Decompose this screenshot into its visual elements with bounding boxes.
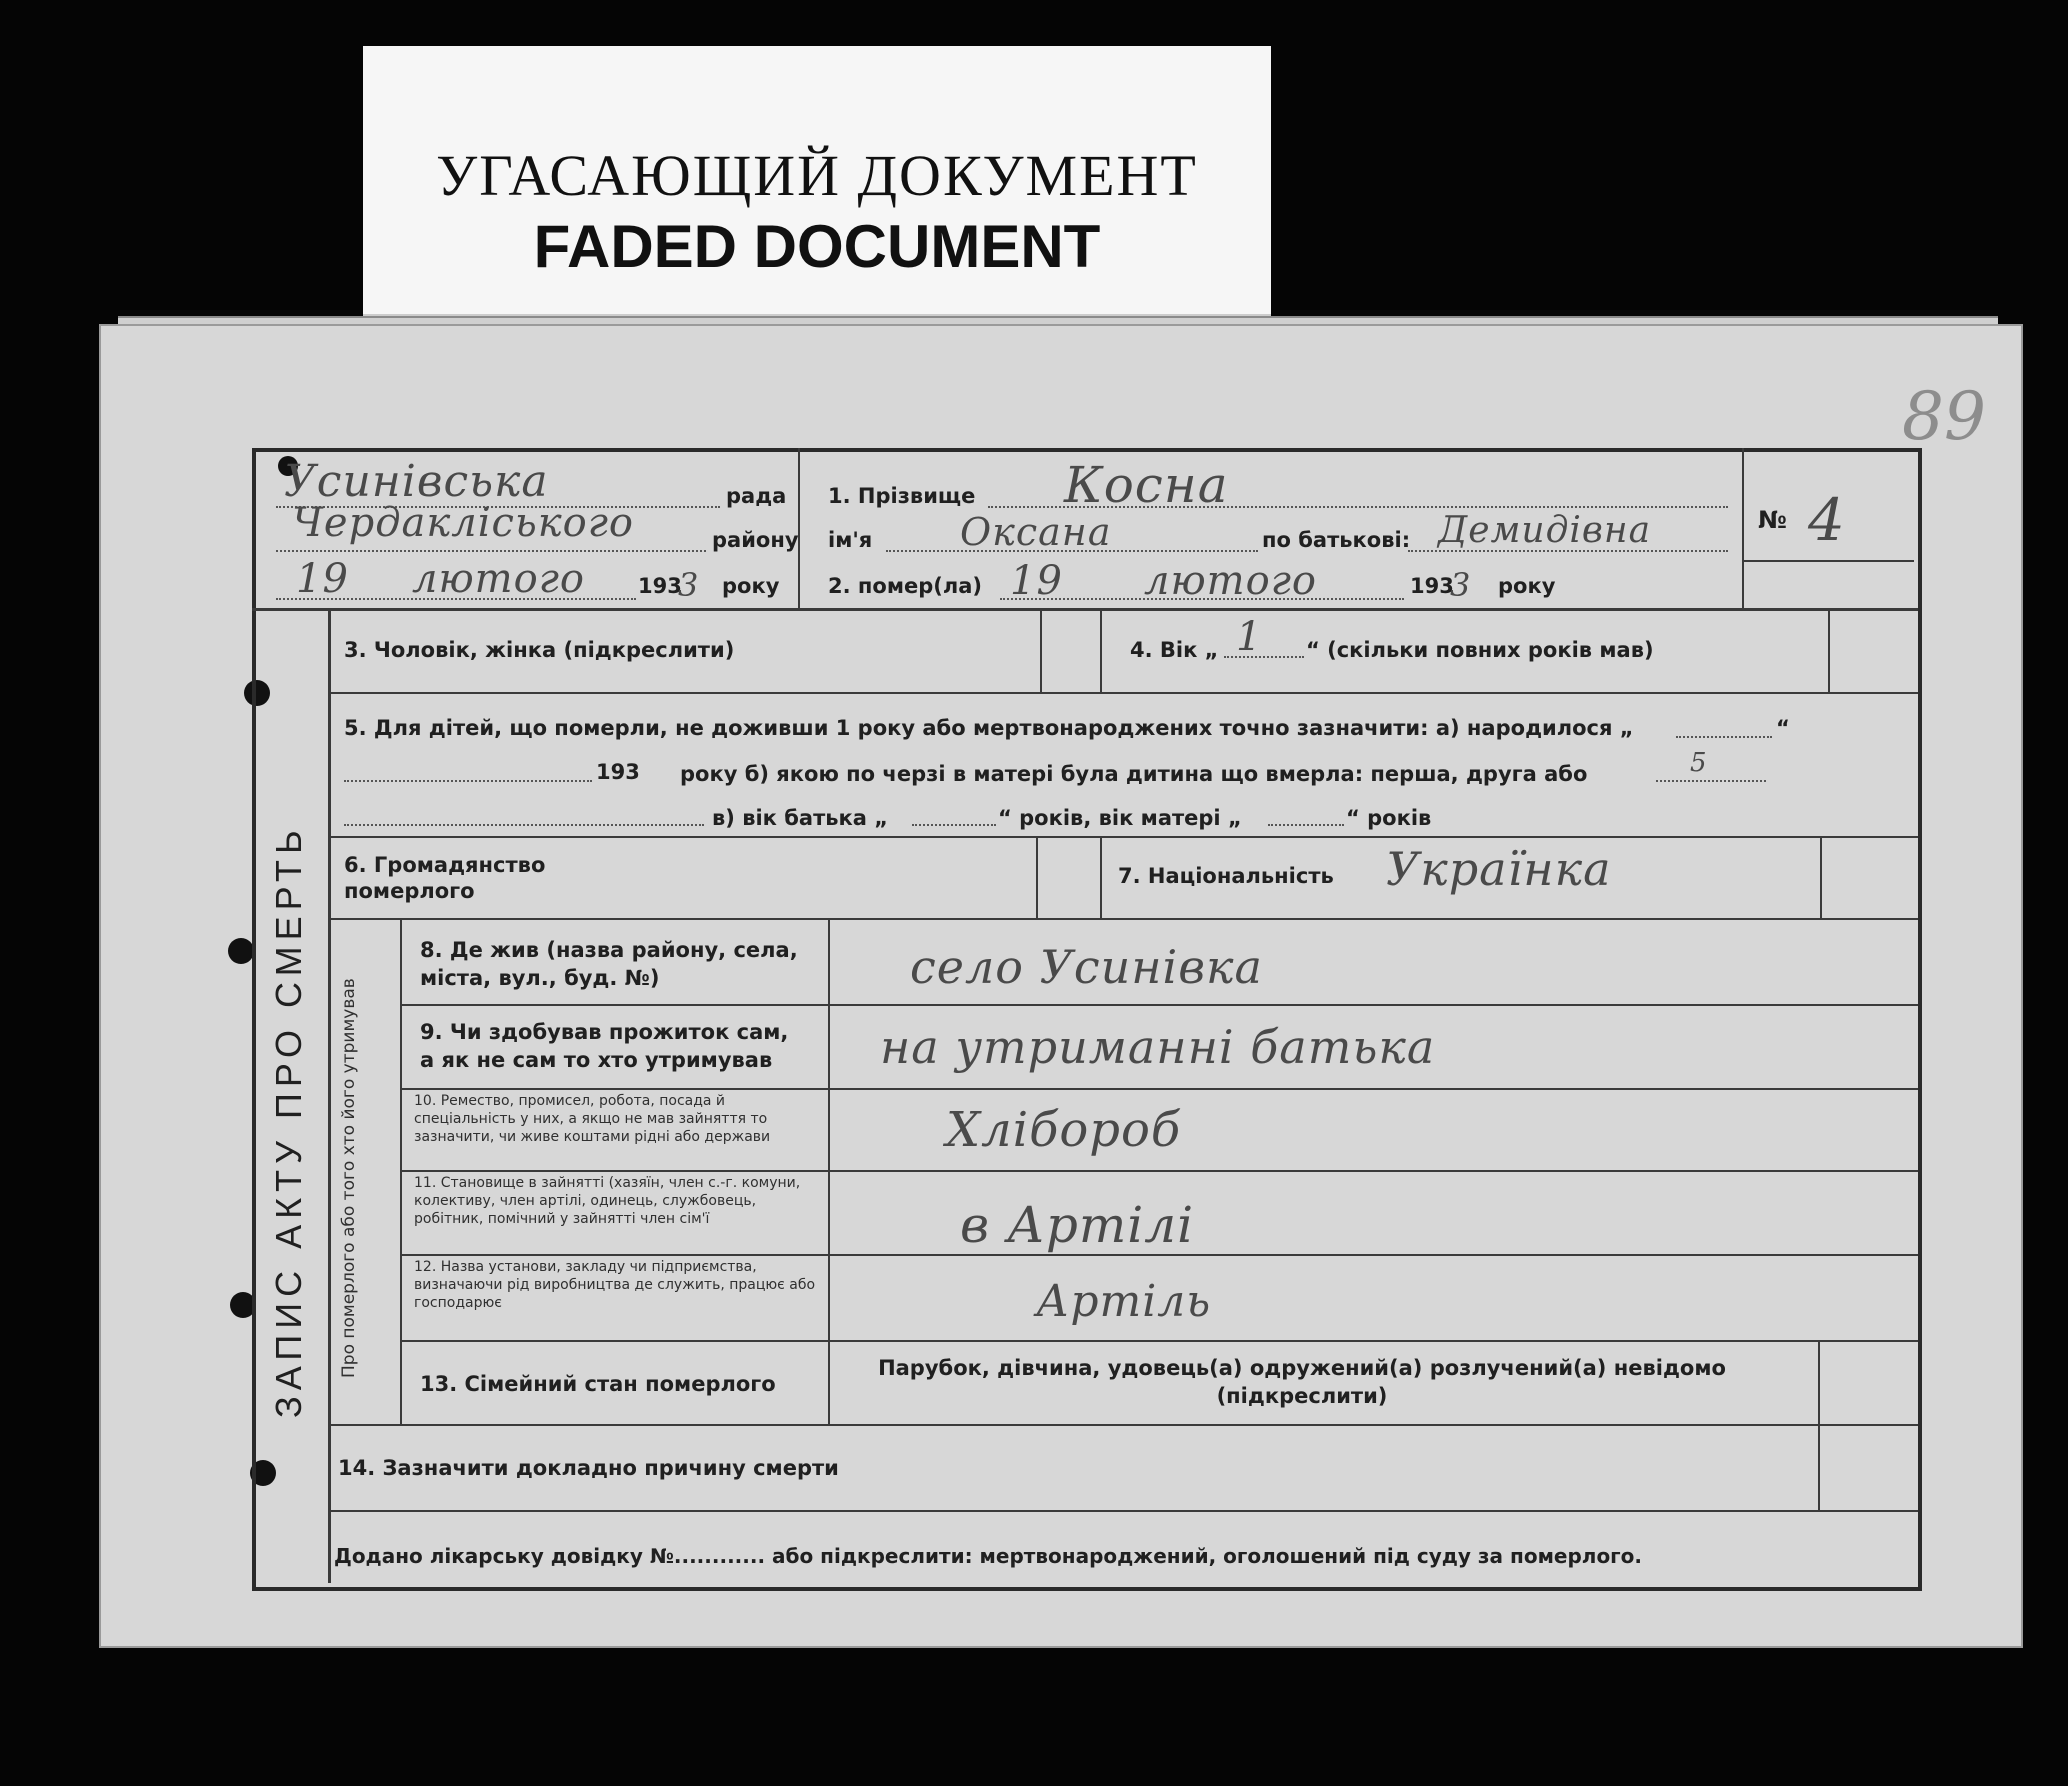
age-note: “ (скільки повних років мав) [1306,638,1654,662]
age-handwritten: 1 [1236,614,1263,660]
year-handwritten: 3 [678,566,700,604]
parents-age-label: в) вік батька „ [712,806,889,830]
dotted-line [344,780,592,782]
cause-of-death-label: 14. Зазначити докладно причину смерти [338,1456,839,1480]
divider [328,918,1918,920]
divider [1820,836,1822,920]
died-label: 2. помер(ла) [828,574,983,598]
died-day-handwritten: 19 [1010,558,1063,604]
date-month-handwritten: лютого [412,556,585,602]
name-label: ім'я [828,528,873,552]
marital-status-label: 13. Сімейний стан померлого [420,1372,776,1396]
divider [1818,1340,1820,1510]
council-handwritten: Усинівська [284,456,549,507]
divider [1040,608,1042,692]
employment-status-label: 11. Становище в зайнятті (хазяїн, член с.-г. комуни, колективу, член артілі, одинець, службовець, робітник, помічний у зайнятті член сім'ї [414,1175,801,1227]
child-order-label: року б) якою по черзі в матері була дитина що вмерла: перша, друга або [680,762,1588,786]
dotted-line [276,598,636,600]
dotted-line [1224,656,1304,658]
died-year-prefix: 193 [1410,574,1454,598]
livelihood-label: 9. Чи здобував прожиток сам, а як не сам то хто утримував [420,1020,789,1072]
livelihood-handwritten: на утриманні батька [880,1020,1436,1074]
slip-text-en: FADED DOCUMENT [533,213,1101,280]
parents-age-mid: “ років, вік матері „ [998,806,1242,830]
punch-hole [228,938,254,964]
residence-label: 8. Де жив (назва району, села, міста, вул., буд. №) [420,938,798,990]
occupation-label: 10. Ремество, промисел, робота, посада й спеціальність у них, а якщо не мав зайняття то зазначити, чи живе коштами рідні або держави [414,1093,771,1145]
age-label: 4. Вік „ [1130,638,1219,662]
died-year-handwritten: 3 [1450,566,1472,604]
nationality-handwritten: Українка [1386,842,1612,896]
council-label: рада [726,484,787,508]
divider [400,1170,1918,1172]
divider [328,1510,1918,1512]
record-number-handwritten: 4 [1808,486,1846,554]
district-handwritten: Чердакліського [292,500,634,546]
workplace-handwritten: Артіль [1036,1276,1212,1327]
divider [252,608,1918,611]
divider [400,1340,1918,1342]
divider [1828,608,1830,692]
dotted-line [1676,736,1772,738]
year-label: року [722,574,780,598]
divider [400,1088,1918,1090]
divider [328,1424,1918,1426]
divider [1742,560,1914,562]
dotted-line [1268,824,1344,826]
sex-label: 3. Чоловік, жінка (підкреслити) [344,638,735,662]
footer-note: Додано лікарську довідку №............ або підкреслити: мертвонароджений, оголошений під суду за померлого. [334,1544,1642,1568]
residence-handwritten: село Усинівка [910,940,1263,994]
divider [400,1004,1918,1006]
faded-document-slip [363,46,1271,316]
divider [1036,836,1038,920]
divider [400,1254,1918,1256]
divider [1100,608,1102,692]
nationality-label: 7. Національність [1118,864,1334,888]
patronymic-label: по батькові: [1262,528,1411,552]
dotted-line [1000,598,1404,600]
dotted-line [1408,550,1728,552]
dotted-line [344,824,704,826]
slip-text-ru: УГАСАЮЩИЙ ДОКУМЕНТ [436,143,1198,208]
died-month-handwritten: лютого [1144,558,1317,604]
parents-age-end: “ років [1346,806,1432,830]
child-order-handwritten: 5 [1690,748,1708,778]
child-year-prefix: 193 [596,760,640,784]
child-info-label: 5. Для дітей, що померли, не доживши 1 року або мертвонароджених точно зазначити: а) народилося „ [344,716,1634,740]
workplace-label: 12. Назва установи, закладу чи підприємства, визначаючи рід виробництва де служить, працює або господарює [414,1259,816,1311]
citizenship-label: 6. Громадянство померлого [344,853,546,903]
dotted-line [276,550,706,552]
dotted-line [886,550,1258,552]
divider [328,692,1918,694]
occupation-handwritten: Хлібороб [946,1102,1182,1158]
page-number: 89 [1902,378,1986,455]
name-handwritten: Оксана [960,510,1112,554]
patronymic-handwritten: Демидівна [1438,510,1652,551]
side-subtitle: Про померлого або того хто його утримував [339,978,359,1378]
divider [1100,836,1102,920]
date-day-handwritten: 19 [296,556,349,602]
surname-label: 1. Прізвище [828,484,976,508]
divider [328,836,1918,838]
record-number-label: № [1758,506,1787,534]
employment-status-handwritten: в Артілі [960,1196,1195,1254]
dotted-line [988,506,1728,508]
marital-status-options: Парубок, дівчина, удовець(а) одружений(а) розлучений(а) невідомо (підкреслити) [878,1356,1726,1408]
died-year-label: року [1498,574,1556,598]
divider [1742,448,1744,610]
district-label: району [712,528,799,552]
year-prefix: 193 [638,574,682,598]
dotted-line [912,824,996,826]
dotted-line [1656,780,1766,782]
child-info-quote: “ [1776,716,1790,740]
surname-handwritten: Косна [1064,456,1229,514]
divider [328,608,331,1583]
side-title: ЗАПИС АКТУ ПРО СМЕРТЬ [268,824,309,1418]
